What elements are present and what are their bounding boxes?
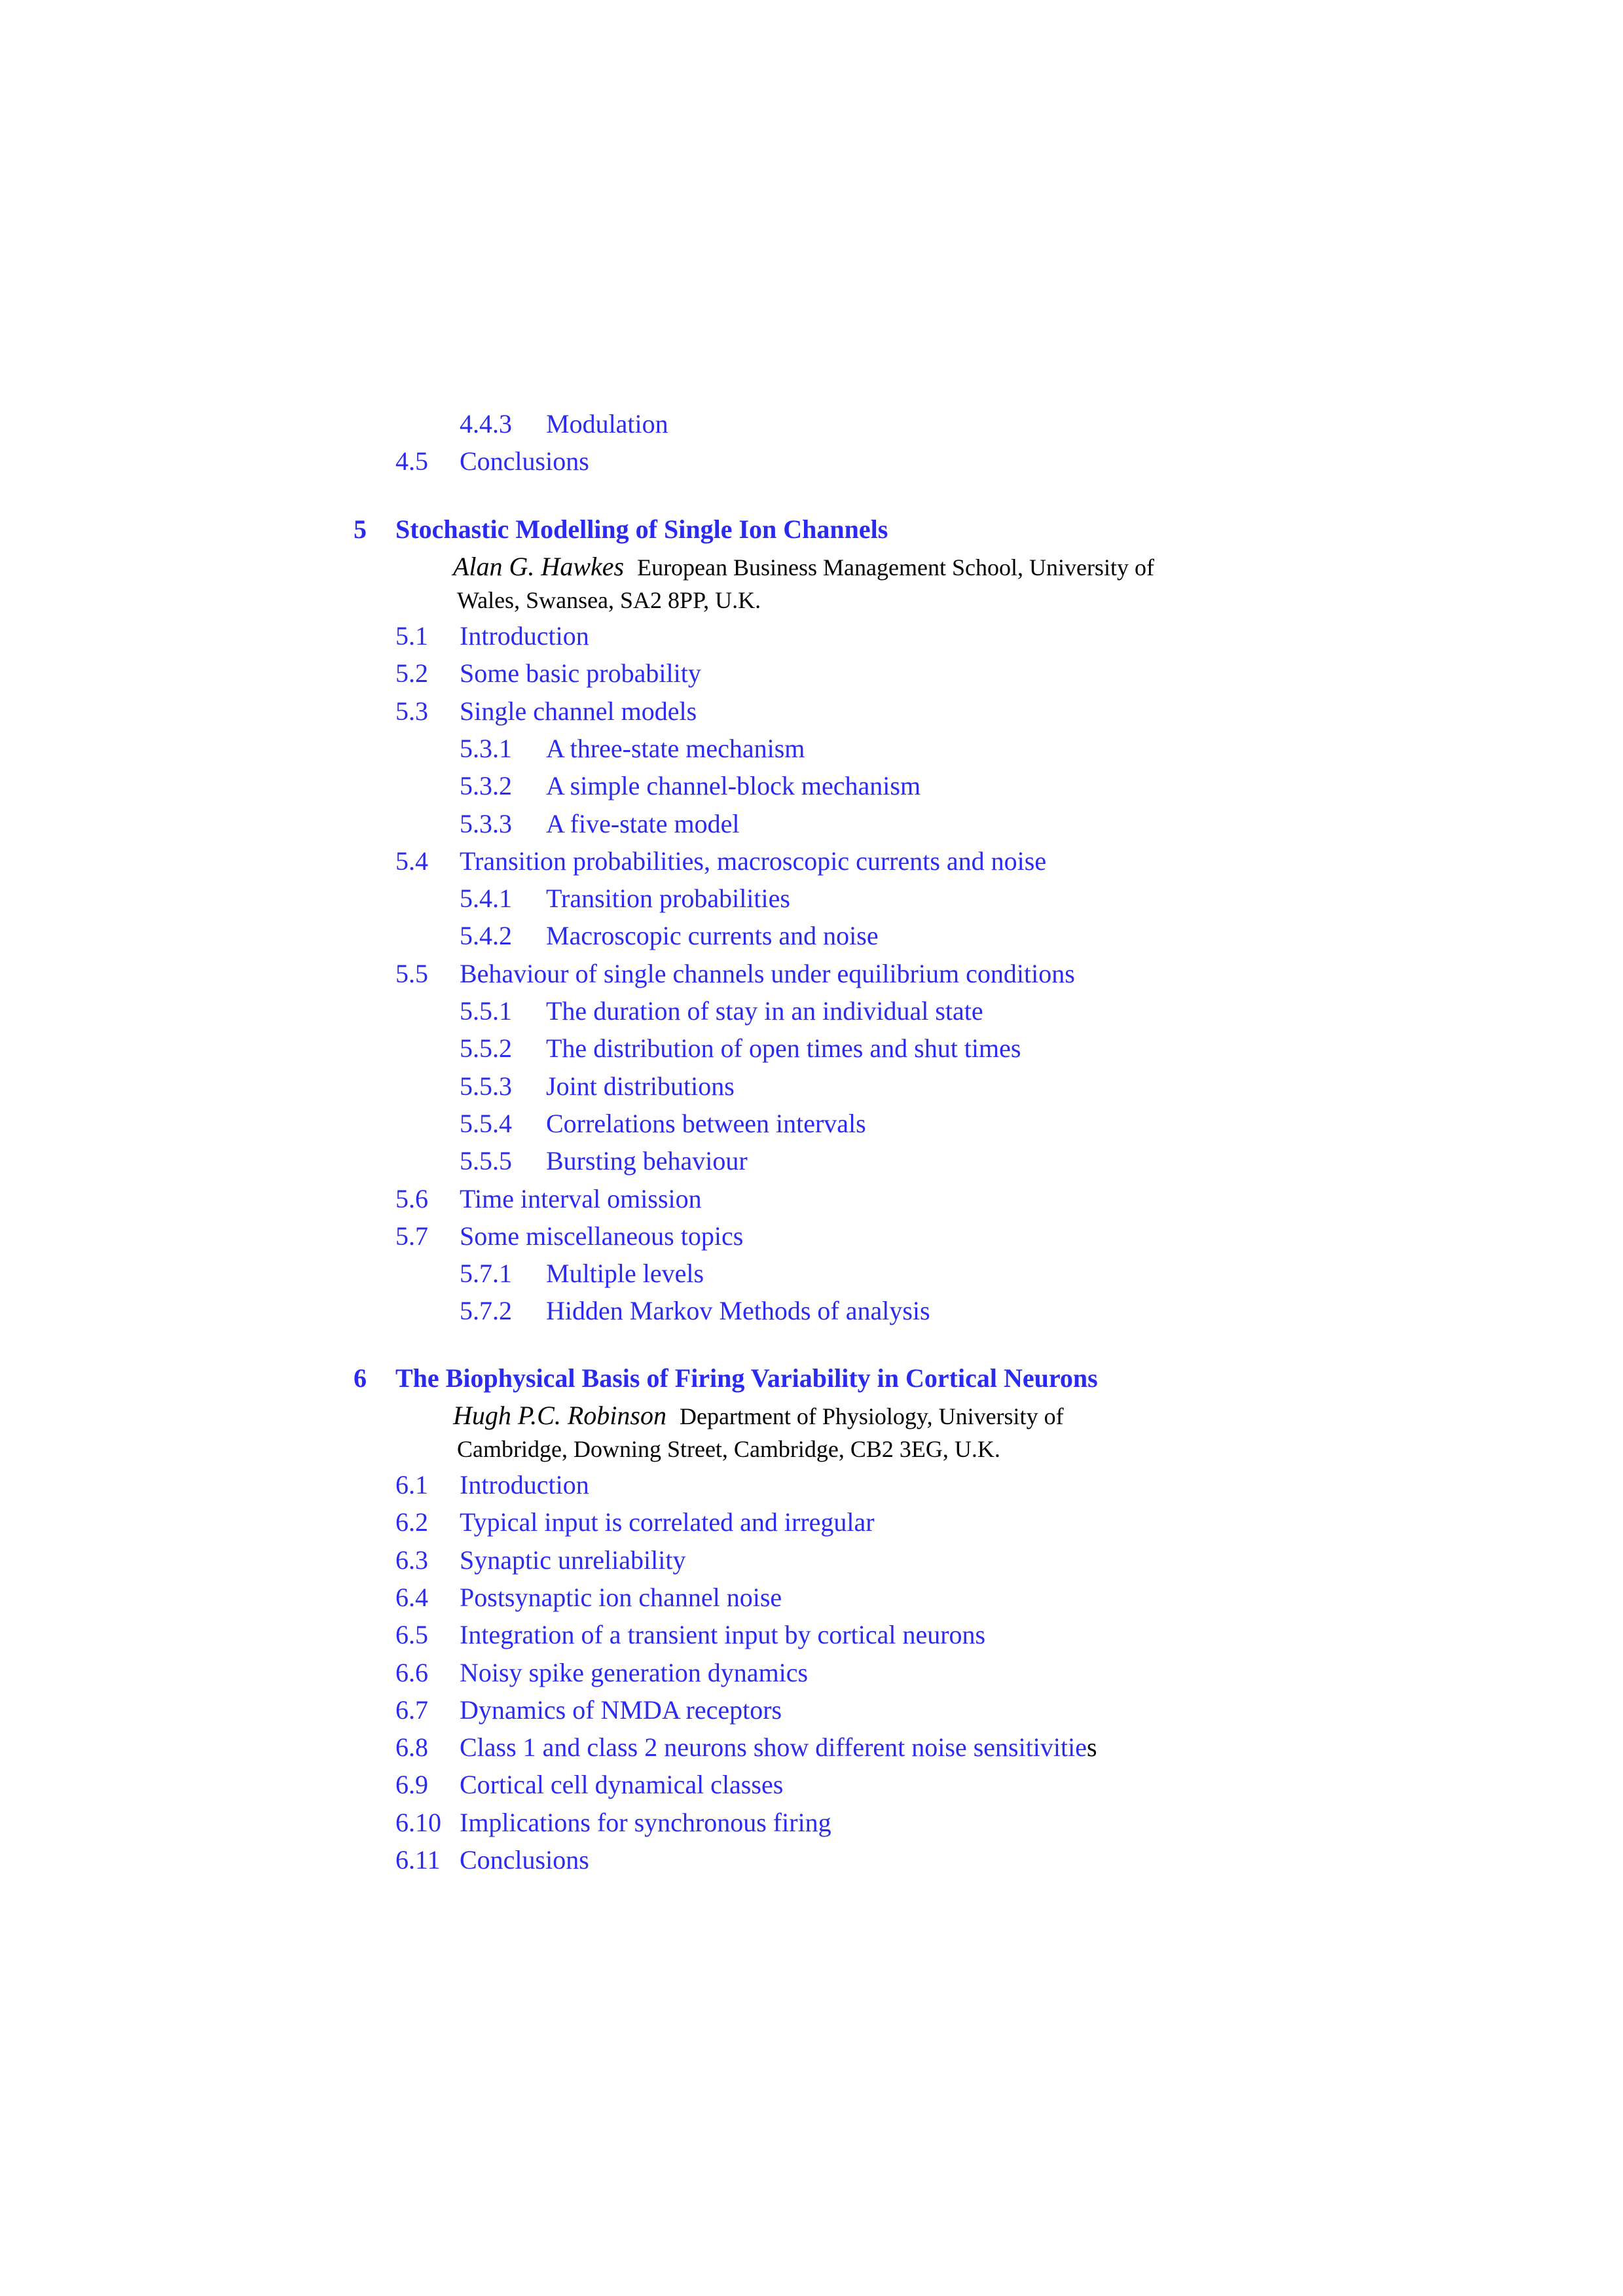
toc-entry-number[interactable]: 5.5.5 (460, 1146, 512, 1176)
toc-entry-title-text[interactable]: Typical input is correlated and irregular (460, 1507, 875, 1537)
toc-entry-title-text[interactable]: Synaptic unreliability (460, 1545, 686, 1575)
toc-entry-title[interactable] (460, 1183, 702, 1215)
toc-entry-number[interactable]: 5.7 (395, 1221, 428, 1251)
toc-entry-title[interactable] (546, 770, 921, 802)
toc-entry-title[interactable] (460, 696, 697, 727)
toc-entry-title-text[interactable]: Transition probabilities, macroscopic currents and noise (460, 846, 1047, 876)
toc-entry-number[interactable]: 6.3 (395, 1545, 428, 1575)
toc-entry-title-text[interactable]: A three-state mechanism (546, 733, 805, 763)
toc-entry-number[interactable]: 6.10 (395, 1807, 441, 1837)
toc-entry-title[interactable]: Modulation (546, 409, 668, 439)
toc-entry-number[interactable]: 6.7 (395, 1695, 428, 1725)
toc-entry-number[interactable]: 6.8 (395, 1732, 428, 1763)
toc-entry-title[interactable] (460, 1507, 875, 1538)
toc-entry-title[interactable] (460, 1657, 808, 1689)
toc-entry-title-text[interactable]: Time interval omission (460, 1183, 702, 1213)
toc-entry-title[interactable] (546, 1108, 866, 1139)
toc-entry-title[interactable] (460, 1695, 782, 1726)
author-affiliation-continued: Cambridge, Downing Street, Cambridge, CB2 3EG, U.K. (457, 1436, 1000, 1462)
toc-entry-number[interactable]: 6.2 (395, 1507, 428, 1537)
toc-entry-number[interactable]: 5.5.1 (460, 996, 512, 1026)
toc-entry-title[interactable] (546, 1295, 930, 1327)
toc-entry-number[interactable]: 5.3.3 (460, 808, 512, 838)
toc-entry-number[interactable]: 5.7.1 (460, 1259, 512, 1289)
toc-entry-title[interactable] (546, 1145, 748, 1177)
author-name: Hugh P.C. Robinson (453, 1401, 666, 1430)
chapter-number[interactable]: 5 (354, 514, 367, 544)
toc-entry-title-text[interactable]: Behaviour of single channels under equilibrium conditions (460, 958, 1075, 988)
toc-entry-number[interactable]: 6.5 (395, 1620, 428, 1650)
toc-entry-number[interactable]: 6.1 (395, 1470, 428, 1499)
author-name: Alan G. Hawkes (453, 552, 625, 581)
toc-entry-title-text[interactable]: The distribution of open times and shut times (546, 1033, 1021, 1064)
toc-entry-title[interactable] (546, 1071, 735, 1102)
toc-entry-title[interactable] (546, 920, 879, 952)
toc-entry-title-text[interactable]: The duration of stay in an individual state (546, 996, 983, 1026)
toc-entry-title-text[interactable]: Single channel models (460, 696, 697, 726)
toc-entry-number[interactable]: 4.5 (395, 446, 428, 476)
toc-entry-number[interactable]: 6.11 (395, 1845, 441, 1874)
toc-entry-title[interactable] (460, 658, 701, 689)
toc-entry-number[interactable]: 6.9 (395, 1770, 428, 1800)
toc-entry-number[interactable]: 5.1 (395, 621, 428, 651)
toc-entry-title-text[interactable]: Noisy spike generation dynamics (460, 1657, 809, 1687)
toc-entry-title[interactable] (546, 808, 739, 840)
toc-entry-title-text[interactable]: Bursting behaviour (546, 1146, 748, 1176)
toc-entry-title[interactable] (546, 1258, 704, 1289)
toc-entry-title[interactable] (460, 1844, 589, 1876)
author-affiliation: European Business Management School, University of (637, 554, 1154, 581)
toc-entry-title[interactable] (460, 1221, 743, 1252)
toc-entry-title[interactable] (460, 1619, 985, 1651)
toc-entry-number[interactable]: 5.4.1 (460, 884, 512, 914)
toc-entry-title[interactable] (546, 1033, 1021, 1064)
toc-entry-number[interactable]: 5.6 (395, 1183, 428, 1213)
toc-entry-number[interactable]: 5.5.4 (460, 1108, 512, 1138)
toc-entry-number[interactable]: 4.4.3 (460, 409, 512, 439)
toc-entry-title[interactable] (460, 958, 1075, 990)
toc-entry-title[interactable] (460, 1469, 589, 1501)
chapter-author (453, 551, 1154, 583)
toc-entry-number[interactable]: 5.7.2 (460, 1296, 512, 1326)
toc-entry-title-text[interactable]: Class 1 and class 2 neurons show different noise sensitivitie (460, 1732, 1087, 1763)
chapter-author (453, 1400, 1064, 1432)
toc-entry-title[interactable] (460, 620, 589, 652)
toc-entry-title-text[interactable]: Transition probabilities (546, 884, 790, 914)
chapter-number[interactable]: 6 (354, 1363, 367, 1393)
toc-entry-title-text[interactable]: Some miscellaneous topics (460, 1221, 744, 1251)
toc-entry-number[interactable]: 5.3.2 (460, 771, 512, 801)
toc-entry-number[interactable]: 5.3 (395, 696, 428, 726)
toc-entry-title[interactable] (546, 733, 805, 764)
toc-entry-title-text[interactable]: Integration of a transient input by cortical neurons (460, 1620, 986, 1650)
toc-entry-title-text[interactable]: Correlations between intervals (546, 1108, 866, 1138)
toc-entry-title-text[interactable]: Joint distributions (546, 1071, 735, 1101)
toc-entry-number[interactable]: 5.4 (395, 846, 428, 876)
toc-entry-title[interactable] (460, 1769, 783, 1801)
toc-entry-title-tail: s (1087, 1732, 1097, 1763)
toc-entry-title[interactable] (460, 1732, 1097, 1763)
toc-entry-number[interactable]: 6.6 (395, 1657, 428, 1687)
toc-entry-title-text[interactable]: Conclusions (460, 1845, 589, 1874)
author-affiliation: Department of Physiology, University of (679, 1403, 1064, 1429)
toc-entry-title-text[interactable]: Some basic probability (460, 658, 701, 689)
chapter-title[interactable]: The Biophysical Basis of Firing Variability in Cortical Neurons (395, 1363, 1098, 1393)
toc-entry-title-text[interactable]: A five-state model (546, 808, 740, 838)
toc-entry-title-text[interactable]: Implications for synchronous firing (460, 1807, 831, 1837)
toc-entry-title-text[interactable]: Postsynaptic ion channel noise (460, 1582, 782, 1612)
toc-entry-title-text[interactable]: Introduction (460, 621, 589, 651)
toc-entry-title-text[interactable]: Macroscopic currents and noise (546, 921, 879, 951)
toc-entry-number[interactable]: 5.5.3 (460, 1071, 512, 1101)
toc-entry-title[interactable] (460, 1582, 782, 1613)
toc-entry-title-text[interactable]: Introduction (460, 1470, 589, 1499)
toc-entry-title[interactable] (546, 883, 790, 914)
toc-entry-number[interactable]: 5.5.2 (460, 1033, 512, 1064)
toc-entry-title[interactable] (460, 1807, 831, 1839)
toc-entry-number[interactable]: 5.3.1 (460, 733, 512, 763)
toc-entry-title[interactable] (460, 846, 1046, 877)
toc-entry-title[interactable] (546, 996, 983, 1027)
toc-entry-title[interactable]: Conclusions (460, 446, 589, 476)
toc-entry-title-text[interactable]: A simple channel-block mechanism (546, 771, 921, 801)
toc-entry-title-text[interactable]: Hidden Markov Methods of analysis (546, 1296, 930, 1326)
chapter-title[interactable]: Stochastic Modelling of Single Ion Channels (395, 514, 888, 544)
toc-entry-number[interactable]: 5.2 (395, 658, 428, 689)
toc-entry-number[interactable]: 5.4.2 (460, 921, 512, 951)
toc-entry-number[interactable]: 5.5 (395, 958, 428, 988)
toc-entry-number[interactable]: 6.4 (395, 1582, 428, 1612)
toc-entry-title-text[interactable]: Cortical cell dynamical classes (460, 1770, 784, 1800)
toc-entry-title-text[interactable]: Dynamics of NMDA receptors (460, 1695, 782, 1725)
toc-entry-title[interactable] (460, 1545, 686, 1576)
author-affiliation-continued: Wales, Swansea, SA2 8PP, U.K. (457, 587, 761, 613)
toc-entry-title-text[interactable]: Multiple levels (546, 1259, 704, 1289)
